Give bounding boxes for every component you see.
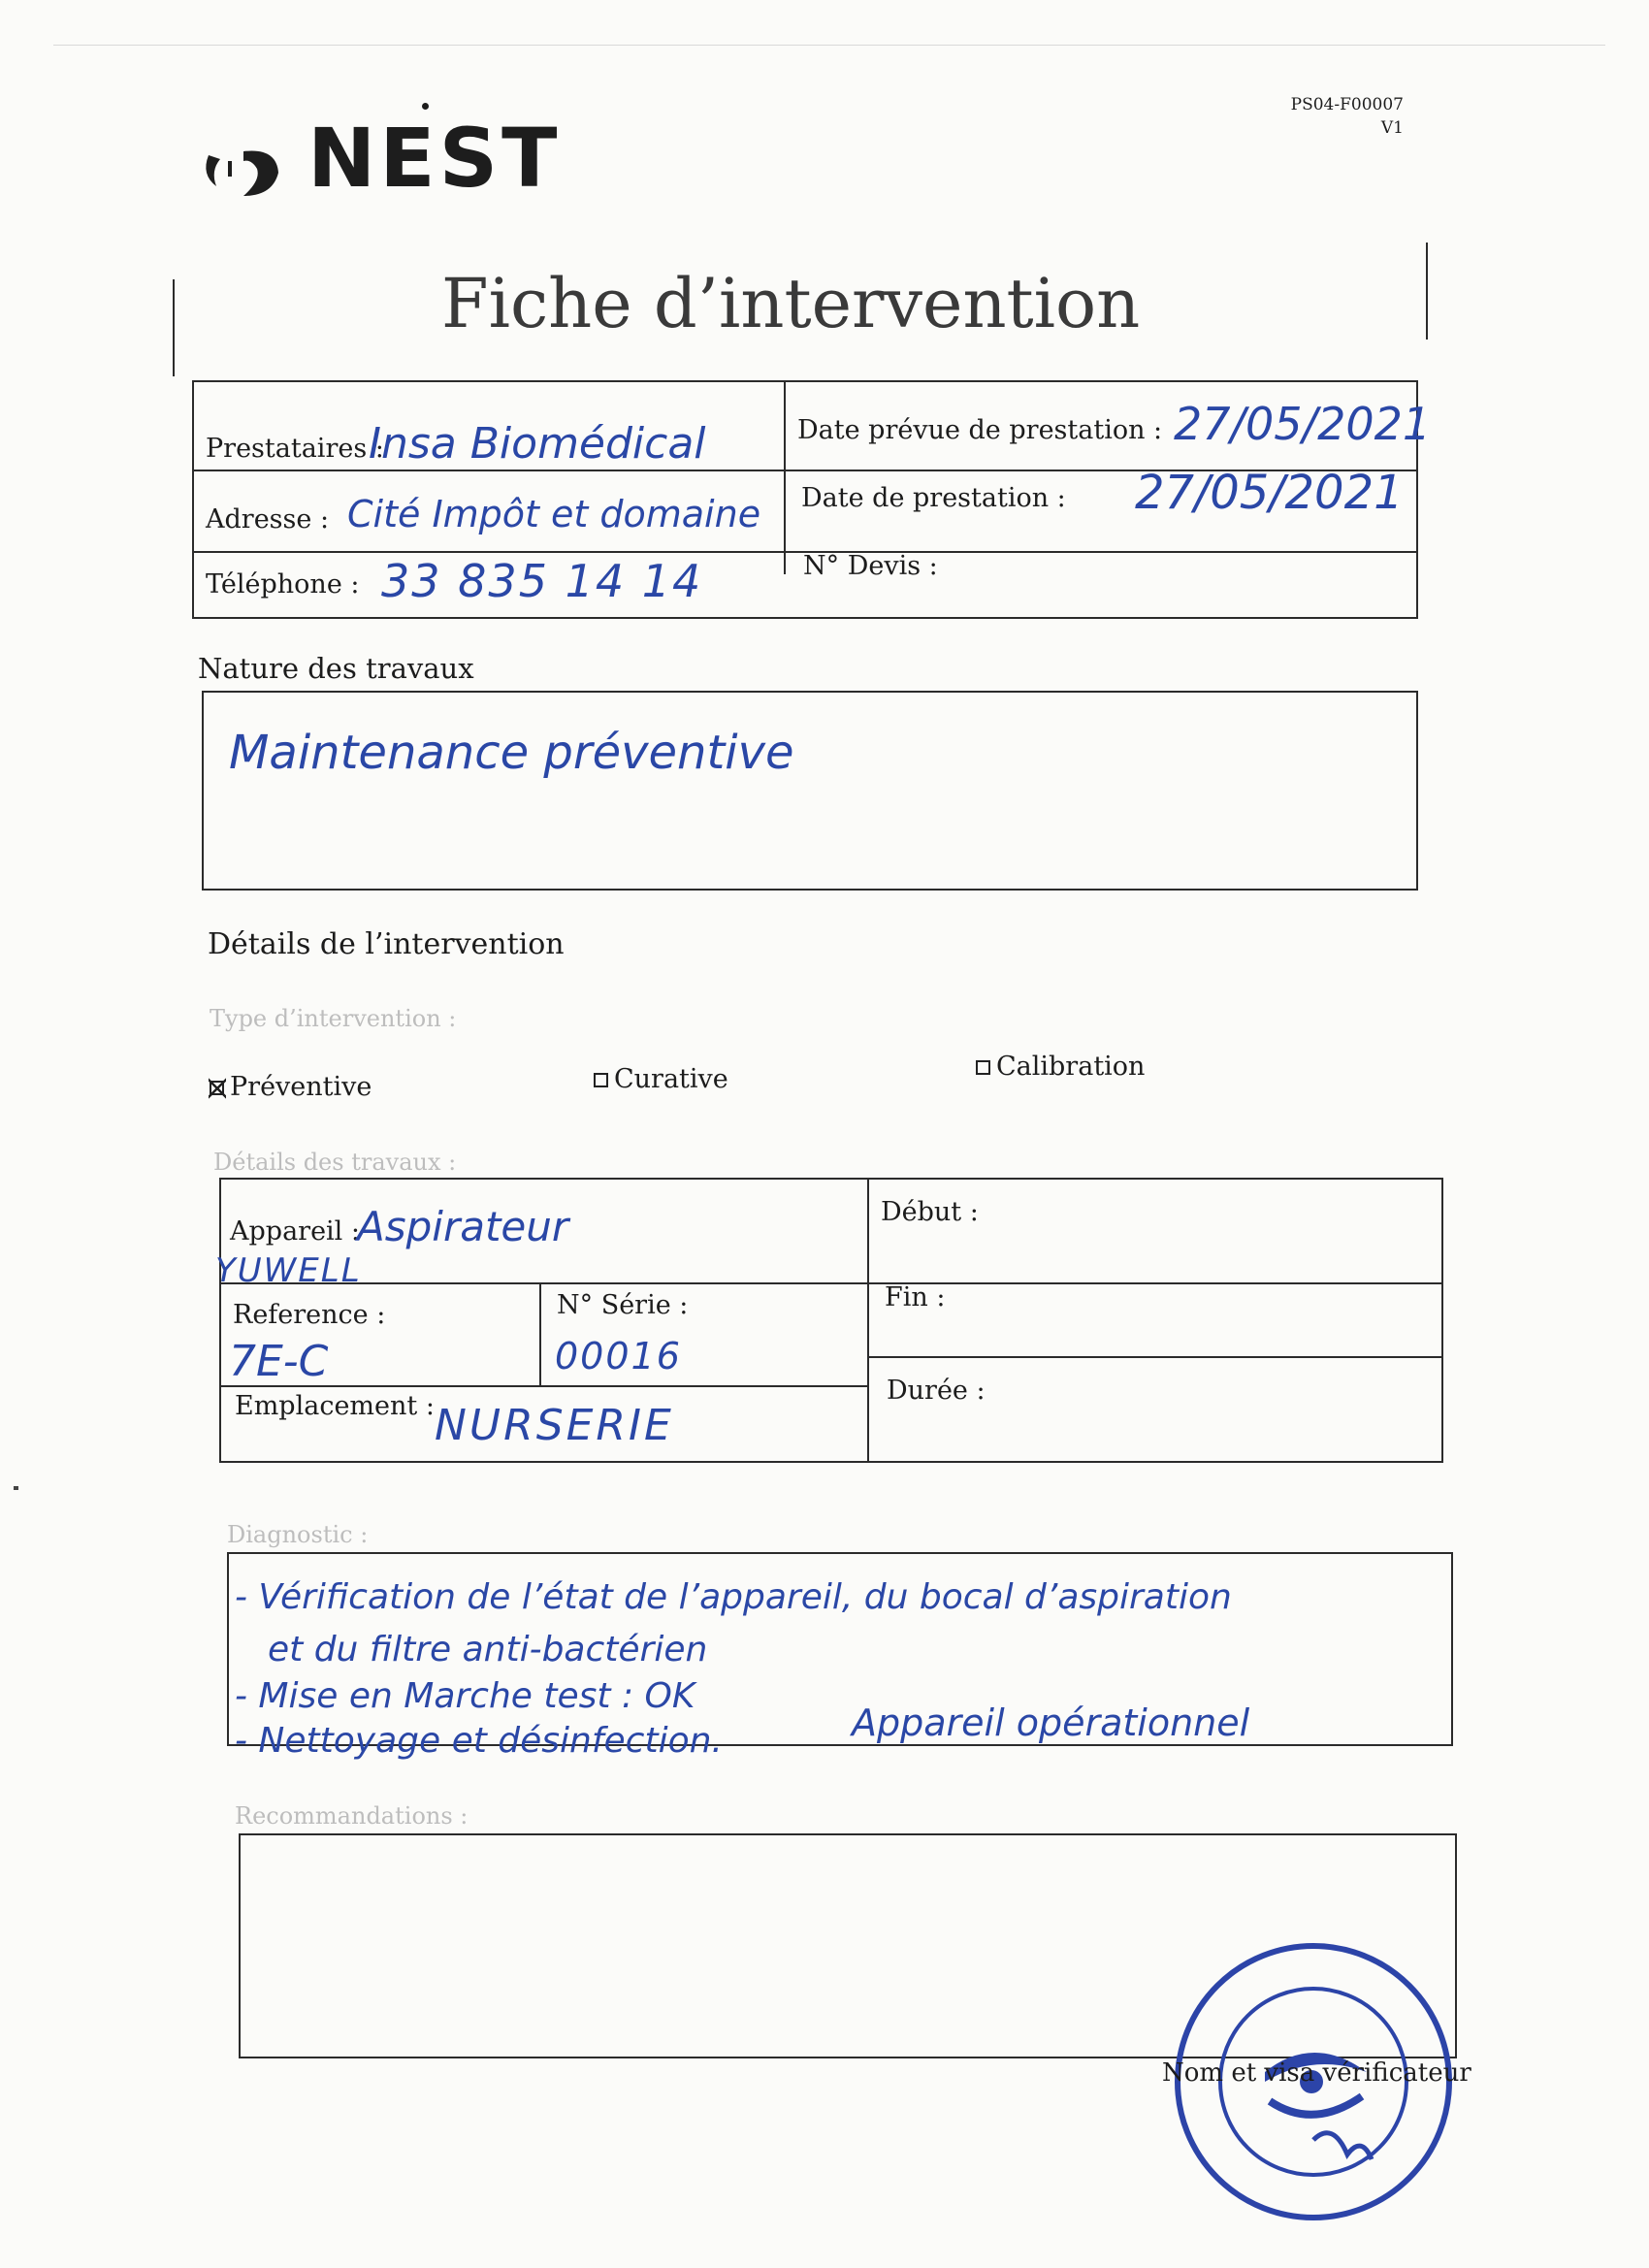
date-prestation-value: 27/05/2021	[1135, 466, 1404, 520]
curative-label: Curative	[614, 1064, 728, 1094]
doc-code: PS04-F00007	[1290, 95, 1404, 114]
date-prestation-label: Date de prestation :	[801, 483, 1066, 513]
nature-value: Maintenance préventive	[229, 726, 794, 780]
devis-label: N° Devis :	[803, 551, 938, 581]
recommandations-label: Recommandations :	[235, 1802, 469, 1830]
doc-version: V1	[1380, 118, 1404, 138]
prestataires-label: Prestataires :	[206, 434, 384, 464]
page-title: Fiche d’intervention	[441, 264, 1141, 343]
date-prevue-value: 27/05/2021	[1174, 398, 1432, 450]
telephone-value: 33 835 14 14	[381, 555, 703, 607]
nest-logo	[199, 111, 616, 207]
scan-speck	[14, 1486, 18, 1490]
calibration-checkbox[interactable]	[976, 1060, 990, 1075]
diagnostic-line-3: - Mise en Marche test : OK	[235, 1676, 695, 1716]
fin-label: Fin :	[885, 1282, 946, 1312]
details-section-label: Détails de l’intervention	[208, 927, 565, 961]
telephone-label: Téléphone :	[206, 569, 360, 599]
date-prevue-label: Date prévue de prestation :	[797, 415, 1163, 445]
right-margin-mark	[1426, 243, 1428, 340]
diagnostic-label: Diagnostic :	[227, 1521, 369, 1548]
nature-box	[202, 691, 1418, 891]
diagnostic-line-4: - Nettoyage et désinfection.	[235, 1721, 723, 1761]
logo-dot	[422, 103, 429, 110]
debut-label: Début :	[881, 1197, 979, 1227]
details-travaux-label: Détails des travaux :	[213, 1149, 457, 1176]
serie-label: N° Série :	[557, 1290, 689, 1320]
nature-label: Nature des travaux	[198, 652, 474, 685]
preventive-checkbox[interactable]	[210, 1081, 224, 1095]
option-calibration[interactable]	[976, 1052, 1145, 1082]
logo-text: NEST	[307, 111, 562, 206]
emplacement-label: Emplacement :	[235, 1391, 435, 1421]
option-curative[interactable]	[594, 1064, 728, 1094]
signature-label: Nom et visa vérificateur	[1162, 2058, 1471, 2088]
preventive-label: Préventive	[230, 1072, 372, 1102]
logo-mark-icon	[199, 126, 286, 204]
adresse-value: Cité Impôt et domaine	[347, 493, 761, 535]
calibration-label: Calibration	[996, 1052, 1146, 1082]
appareil-value-2: YUWELL	[215, 1251, 362, 1290]
scan-top-edge	[53, 45, 1605, 46]
type-intervention-label: Type d’intervention :	[210, 1005, 457, 1032]
left-margin-mark	[173, 279, 175, 376]
appareil-label: Appareil :	[230, 1216, 360, 1247]
diagnostic-line-1: - Vérification de l’état de l’appareil, du bocal d’aspiration	[235, 1577, 1232, 1617]
adresse-label: Adresse :	[206, 504, 330, 535]
reference-value: 7E-C	[229, 1337, 329, 1386]
reference-label: Reference :	[233, 1300, 386, 1330]
prestataires-value: Insa Biomédical	[369, 419, 706, 469]
diagnostic-line-2: et du filtre anti-bactérien	[268, 1630, 708, 1669]
option-preventive[interactable]	[210, 1072, 372, 1102]
serie-value: 00016	[555, 1335, 682, 1377]
curative-checkbox[interactable]	[594, 1073, 608, 1087]
diagnostic-line-5: Appareil opérationnel	[852, 1701, 1250, 1744]
emplacement-value: NURSERIE	[435, 1401, 674, 1450]
duree-label: Durée :	[887, 1376, 986, 1406]
appareil-value-1: Aspirateur	[357, 1203, 569, 1250]
